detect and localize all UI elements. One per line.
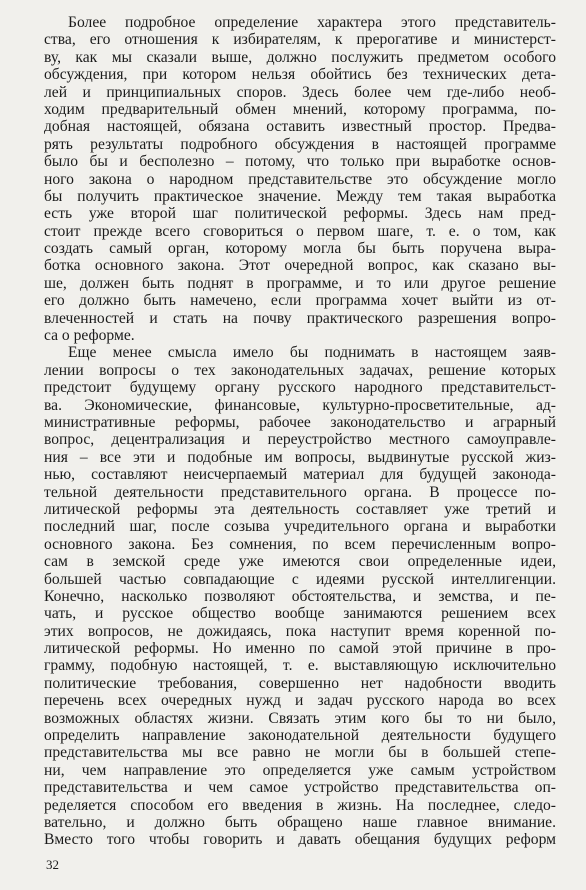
text-line: Еще менее смысла имело бы поднимать в настоящем заяв- bbox=[68, 344, 556, 362]
text-line: было бы и бесполезно – потому, что только при выработке основ- bbox=[44, 153, 556, 171]
text-line: предстоит будущему органу русского народного представительст- bbox=[44, 379, 556, 397]
text-line: перечень всех очередных нужд и задач русского народа во всех bbox=[44, 692, 556, 710]
page-number: 32 bbox=[46, 857, 59, 872]
text-line: представительства и чем самое устройство представительства оп- bbox=[44, 779, 556, 797]
text-line: нью, составляют неисчерпаемый материал для будущей законода- bbox=[44, 466, 556, 484]
text-line: создать самый орган, которому могла бы быть поручена выра- bbox=[44, 240, 556, 258]
paragraph-1 bbox=[44, 14, 556, 344]
text-line: ботка основного закона. Этот очередной вопрос, как сказано вы- bbox=[44, 257, 556, 275]
book-page bbox=[44, 14, 556, 849]
text-line: добная настоящей, обязана оставить известный простор. Предва- bbox=[44, 118, 556, 136]
text-line: есть уже второй шаг политической реформы. Здесь нам пред- bbox=[44, 205, 556, 223]
text-line: его должно быть намечено, если программа хочет выйти из от- bbox=[44, 292, 556, 310]
text-line: лей и принципиальных споров. Здесь более чем где-либо необ- bbox=[44, 83, 556, 101]
text-line: грамму, подобную настоящей, т. е. выставляющую исключительно bbox=[44, 657, 556, 675]
text-line: большей частью совпадающие с идеями русской интеллигенции. bbox=[44, 570, 556, 588]
text-line: ного закона о народном представительстве это обсуждение могло bbox=[44, 170, 556, 188]
text-line: Более подробное определение характера этого представитель- bbox=[68, 14, 556, 31]
text-line: этих вопросов, не дожидаясь, пока наступит время коренной по- bbox=[44, 622, 556, 640]
text-line: основного закона. Без сомнения, по всем перечисленным вопро- bbox=[44, 535, 556, 553]
text-line: политические требования, совершенно нет надобности вводить bbox=[44, 674, 556, 692]
paragraph-2 bbox=[44, 344, 556, 848]
text-line: представительства мы все равно не могли бы в большей степе- bbox=[44, 744, 556, 762]
text-line: рять результаты подробного обсуждения в настоящей программе bbox=[44, 135, 556, 153]
text-line: ва. Экономические, финансовые, культурно-просветительные, ад- bbox=[44, 396, 556, 414]
text-line: чать, и русское общество вообще занимаются решением всех bbox=[44, 605, 556, 623]
text-line: вательно, и должно быть обращено наше главное внимание. bbox=[44, 813, 556, 831]
text-line: тельной деятельности представительного органа. В процессе по- bbox=[44, 483, 556, 501]
text-line: ства, его отношения к избирателям, к прерогативе и министерст- bbox=[44, 31, 556, 49]
text-line: ходим предварительный обмен мнений, которому программа, по- bbox=[44, 100, 556, 118]
text-line: определить направление законодательной деятельности будущего bbox=[44, 727, 556, 745]
text-line: ределяется способом его введения в жизнь. На последнее, следо- bbox=[44, 796, 556, 814]
text-line: обсуждения, при котором нельзя обойтись без технических дета- bbox=[44, 66, 556, 84]
text-line: возможных областях жизни. Связать этим кого бы то ни было, bbox=[44, 709, 556, 727]
text-line: литической реформы эта деятельность составляет уже третий и bbox=[44, 500, 556, 518]
text-line: сам в земской среде уже имеются свои определенные идеи, bbox=[44, 553, 556, 571]
text-line: ния – все эти и подобные им вопросы, выдвинутые русской жиз- bbox=[44, 448, 556, 466]
text-line: влеченностей и стать на почву практического разрешения вопро- bbox=[44, 309, 556, 327]
text-line: ву, как мы сказали выше, должно послужить предметом особого bbox=[44, 48, 556, 66]
text-line: Конечно, насколько позволяют обстоятельства, и земства, и пе- bbox=[44, 587, 556, 605]
text-line: стоит прежде всего сговориться о первом шаге, т. е. о том, как bbox=[44, 222, 556, 240]
text-line: последний шаг, после созыва учредительного органа и выработки bbox=[44, 518, 556, 536]
text-line: ни, чем направление это определяется уже самым устройством bbox=[44, 761, 556, 779]
text-line: Вместо того чтобы говорить и давать обещания будущих реформ bbox=[44, 831, 556, 849]
text-line: министративные реформы, рабочее законодательство и аграрный bbox=[44, 413, 556, 431]
text-line: литической реформы. Но именно по самой этой причине в про- bbox=[44, 640, 556, 658]
text-line: лении вопросы о тех законодательных задачах, решение которых bbox=[44, 361, 556, 379]
text-line: ше, должен быть поднят в программе, и то или другое решение bbox=[44, 274, 556, 292]
text-line: бы получить практическое значение. Между тем такая выработка bbox=[44, 187, 556, 205]
text-line: са о реформе. bbox=[44, 327, 135, 345]
text-line: вопрос, децентрализация и переустройство местного самоуправле- bbox=[44, 431, 556, 449]
